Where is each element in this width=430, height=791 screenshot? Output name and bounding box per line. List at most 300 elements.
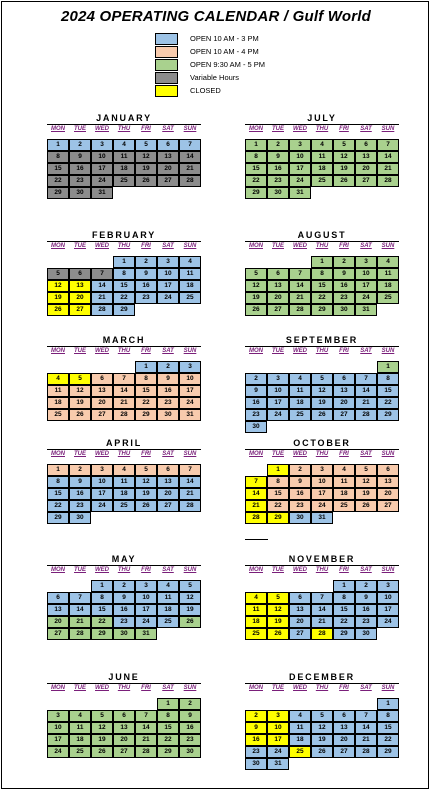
day-cell: 22 <box>311 292 333 304</box>
day-cell: 14 <box>289 280 311 292</box>
weekday-header: FRI <box>339 243 349 249</box>
day-cell: 17 <box>311 488 333 500</box>
day-cell: 7 <box>355 373 377 385</box>
month-name: FEBRUARY <box>91 230 157 240</box>
weekday-header: SUN <box>381 567 395 573</box>
day-cell: 26 <box>355 500 377 512</box>
day-cell: 6 <box>333 373 355 385</box>
day-cell: 2 <box>289 464 311 476</box>
day-cell: 10 <box>135 592 157 604</box>
day-cell: 13 <box>377 476 399 488</box>
day-cell: 10 <box>267 385 289 397</box>
month-name: MAY <box>111 554 137 564</box>
weekday-header: THU <box>117 243 131 249</box>
day-cell: 21 <box>179 163 201 175</box>
month-rule <box>245 565 399 566</box>
month-rule <box>47 346 201 347</box>
month-name: DECEMBER <box>289 672 355 682</box>
day-cell: 27 <box>267 304 289 316</box>
day-cell: 28 <box>311 628 333 640</box>
legend-swatch <box>155 33 178 45</box>
month-rule <box>47 449 201 450</box>
day-cell: 4 <box>245 592 267 604</box>
day-cell: 12 <box>69 385 91 397</box>
day-cell: 1 <box>267 464 289 476</box>
day-cell: 16 <box>157 385 179 397</box>
day-cell: 6 <box>377 464 399 476</box>
day-cell: 18 <box>113 163 135 175</box>
day-cell: 20 <box>377 488 399 500</box>
day-cell: 4 <box>69 710 91 722</box>
weekday-header: FRI <box>339 567 349 573</box>
day-cell: 21 <box>289 292 311 304</box>
day-cell: 23 <box>245 746 267 758</box>
day-cell: 3 <box>47 710 69 722</box>
day-cell: 1 <box>311 256 333 268</box>
day-cell: 17 <box>267 397 289 409</box>
weekday-header: SAT <box>162 451 174 457</box>
day-cell: 23 <box>267 175 289 187</box>
weekday-header: TUE <box>272 567 284 573</box>
day-cell: 16 <box>267 163 289 175</box>
day-cell: 24 <box>91 500 113 512</box>
day-cell: 11 <box>157 592 179 604</box>
day-cell: 18 <box>179 280 201 292</box>
day-cell: 1 <box>157 698 179 710</box>
day-cell: 19 <box>69 397 91 409</box>
day-cell: 13 <box>69 280 91 292</box>
day-cell: 17 <box>355 280 377 292</box>
weekday-header: WED <box>95 126 109 132</box>
month-rule <box>47 565 201 566</box>
day-cell: 1 <box>113 256 135 268</box>
day-cell: 14 <box>311 604 333 616</box>
day-cell: 19 <box>333 163 355 175</box>
day-cell: 2 <box>355 580 377 592</box>
day-cell: 5 <box>311 373 333 385</box>
day-cell: 23 <box>157 397 179 409</box>
day-cell: 13 <box>157 151 179 163</box>
divider <box>245 539 268 540</box>
day-cell: 18 <box>311 163 333 175</box>
day-cell: 5 <box>135 464 157 476</box>
day-cell: 25 <box>377 292 399 304</box>
day-cell: 10 <box>47 722 69 734</box>
day-cell: 24 <box>289 175 311 187</box>
day-cell: 29 <box>157 746 179 758</box>
month-november <box>245 554 399 654</box>
day-cell: 3 <box>91 464 113 476</box>
weekday-header: TUE <box>272 451 284 457</box>
weekday-header: WED <box>95 451 109 457</box>
day-cell: 22 <box>157 734 179 746</box>
day-cell: 2 <box>113 580 135 592</box>
weekday-header: FRI <box>141 451 151 457</box>
day-cell: 7 <box>91 268 113 280</box>
day-cell: 16 <box>113 604 135 616</box>
day-cell: 26 <box>333 175 355 187</box>
day-cell: 3 <box>267 373 289 385</box>
weekday-header: SUN <box>381 451 395 457</box>
day-cell: 21 <box>69 616 91 628</box>
day-cell: 13 <box>355 151 377 163</box>
day-cell: 25 <box>289 409 311 421</box>
day-cell: 3 <box>311 464 333 476</box>
day-cell: 27 <box>47 628 69 640</box>
day-cell: 1 <box>333 580 355 592</box>
weekday-header: THU <box>315 567 329 573</box>
day-cell: 14 <box>355 385 377 397</box>
day-cell: 13 <box>333 722 355 734</box>
day-cell: 15 <box>47 488 69 500</box>
month-april <box>47 438 201 538</box>
day-cell: 23 <box>113 616 135 628</box>
day-cell: 23 <box>69 500 91 512</box>
day-cell: 27 <box>333 409 355 421</box>
day-cell: 8 <box>267 476 289 488</box>
day-cell: 14 <box>355 722 377 734</box>
day-cell: 19 <box>355 488 377 500</box>
day-cell: 21 <box>113 397 135 409</box>
legend-label: OPEN 10 AM - 4 PM <box>190 47 259 56</box>
day-cell: 24 <box>91 175 113 187</box>
day-cell: 12 <box>311 722 333 734</box>
day-cell: 11 <box>377 268 399 280</box>
month-september <box>245 335 399 435</box>
day-cell: 25 <box>157 616 179 628</box>
day-cell: 6 <box>157 139 179 151</box>
weekday-header: THU <box>117 685 131 691</box>
day-cell: 15 <box>333 604 355 616</box>
weekday-header: SAT <box>360 685 372 691</box>
day-cell: 13 <box>113 722 135 734</box>
day-cell: 5 <box>179 580 201 592</box>
day-cell: 11 <box>289 385 311 397</box>
day-cell: 7 <box>311 592 333 604</box>
day-cell: 22 <box>267 500 289 512</box>
day-cell: 4 <box>289 373 311 385</box>
day-cell: 11 <box>113 151 135 163</box>
day-cell: 29 <box>91 628 113 640</box>
page-title: 2024 OPERATING CALENDAR / Gulf World <box>60 8 371 25</box>
legend-swatch <box>155 46 178 58</box>
month-rule <box>245 449 399 450</box>
day-cell: 18 <box>157 604 179 616</box>
month-name: AUGUST <box>297 230 347 240</box>
day-cell: 26 <box>135 175 157 187</box>
day-cell: 25 <box>69 746 91 758</box>
day-cell: 17 <box>135 604 157 616</box>
month-name: NOVEMBER <box>288 554 356 564</box>
day-cell: 30 <box>113 628 135 640</box>
weekday-header: SUN <box>183 348 197 354</box>
day-cell: 11 <box>289 722 311 734</box>
day-cell: 11 <box>179 268 201 280</box>
day-cell: 28 <box>289 304 311 316</box>
day-cell: 6 <box>333 710 355 722</box>
weekday-header: THU <box>117 451 131 457</box>
day-cell: 16 <box>69 163 91 175</box>
day-cell: 8 <box>333 592 355 604</box>
day-cell: 9 <box>267 151 289 163</box>
day-cell: 12 <box>135 151 157 163</box>
day-cell: 9 <box>333 268 355 280</box>
weekday-header: THU <box>315 451 329 457</box>
weekday-header: THU <box>117 126 131 132</box>
day-cell: 10 <box>377 592 399 604</box>
day-cell: 15 <box>377 722 399 734</box>
day-cell: 9 <box>113 592 135 604</box>
day-cell: 24 <box>157 292 179 304</box>
weekday-header: MON <box>51 685 65 691</box>
day-cell: 30 <box>245 421 267 433</box>
weekday-header: SUN <box>183 243 197 249</box>
day-cell: 1 <box>135 361 157 373</box>
day-cell: 29 <box>267 512 289 524</box>
legend-swatch <box>155 72 178 84</box>
day-cell: 16 <box>179 722 201 734</box>
weekday-header: TUE <box>272 243 284 249</box>
day-cell: 24 <box>179 397 201 409</box>
day-cell: 5 <box>47 268 69 280</box>
day-cell: 20 <box>355 163 377 175</box>
month-name: OCTOBER <box>293 438 351 448</box>
day-cell: 31 <box>135 628 157 640</box>
month-name: JUNE <box>108 672 140 682</box>
day-cell: 12 <box>47 280 69 292</box>
day-cell: 28 <box>355 746 377 758</box>
day-cell: 9 <box>355 592 377 604</box>
month-name: JULY <box>307 113 337 123</box>
weekday-header: MON <box>249 126 263 132</box>
day-cell: 30 <box>69 512 91 524</box>
day-cell: 27 <box>355 175 377 187</box>
day-cell: 30 <box>69 187 91 199</box>
day-cell: 2 <box>69 139 91 151</box>
day-cell: 15 <box>47 163 69 175</box>
day-cell: 15 <box>157 722 179 734</box>
day-cell: 4 <box>289 710 311 722</box>
day-cell: 5 <box>69 373 91 385</box>
day-cell: 29 <box>135 409 157 421</box>
day-cell: 20 <box>157 488 179 500</box>
day-cell: 8 <box>47 476 69 488</box>
weekday-header: FRI <box>141 126 151 132</box>
month-rule <box>245 124 399 125</box>
day-cell: 30 <box>267 187 289 199</box>
weekday-header: MON <box>249 348 263 354</box>
day-cell: 28 <box>113 409 135 421</box>
month-name: JANUARY <box>96 113 152 123</box>
day-cell: 12 <box>267 604 289 616</box>
day-cell: 27 <box>69 304 91 316</box>
day-cell: 16 <box>355 604 377 616</box>
day-cell: 10 <box>311 476 333 488</box>
month-rule <box>47 683 201 684</box>
calendar-page <box>1 1 429 789</box>
day-cell: 16 <box>333 280 355 292</box>
weekday-header: SAT <box>162 567 174 573</box>
day-cell: 24 <box>311 500 333 512</box>
day-cell: 17 <box>91 163 113 175</box>
weekday-header: FRI <box>141 243 151 249</box>
weekday-header: SAT <box>162 243 174 249</box>
day-cell: 8 <box>377 373 399 385</box>
day-cell: 1 <box>91 580 113 592</box>
day-cell: 8 <box>91 592 113 604</box>
day-cell: 3 <box>355 256 377 268</box>
day-cell: 24 <box>267 409 289 421</box>
day-cell: 20 <box>47 616 69 628</box>
day-cell: 11 <box>311 151 333 163</box>
day-cell: 22 <box>47 175 69 187</box>
weekday-header: FRI <box>141 348 151 354</box>
month-march <box>47 335 201 435</box>
day-cell: 11 <box>245 604 267 616</box>
day-cell: 25 <box>47 409 69 421</box>
day-cell: 23 <box>333 292 355 304</box>
day-cell: 1 <box>47 464 69 476</box>
month-name: APRIL <box>106 438 142 448</box>
weekday-header: THU <box>315 243 329 249</box>
month-name: SEPTEMBER <box>285 335 359 345</box>
day-cell: 27 <box>377 500 399 512</box>
weekday-header: FRI <box>339 126 349 132</box>
weekday-header: WED <box>293 243 307 249</box>
day-cell: 17 <box>377 604 399 616</box>
weekday-header: MON <box>51 243 65 249</box>
weekday-header: TUE <box>74 567 86 573</box>
day-cell: 17 <box>289 163 311 175</box>
day-cell: 5 <box>245 268 267 280</box>
day-cell: 7 <box>135 710 157 722</box>
day-cell: 8 <box>157 710 179 722</box>
weekday-header: MON <box>51 567 65 573</box>
day-cell: 6 <box>267 268 289 280</box>
weekday-header: THU <box>117 567 131 573</box>
day-cell: 18 <box>47 397 69 409</box>
weekday-header: FRI <box>339 685 349 691</box>
day-cell: 3 <box>289 139 311 151</box>
day-cell: 24 <box>377 616 399 628</box>
day-cell: 12 <box>245 280 267 292</box>
weekday-header: MON <box>51 451 65 457</box>
day-cell: 31 <box>91 187 113 199</box>
day-cell: 18 <box>289 397 311 409</box>
day-cell: 15 <box>267 488 289 500</box>
day-cell: 5 <box>355 464 377 476</box>
day-cell: 1 <box>377 361 399 373</box>
day-cell: 18 <box>289 734 311 746</box>
weekday-header: SAT <box>360 243 372 249</box>
day-cell: 26 <box>311 409 333 421</box>
day-cell: 8 <box>47 151 69 163</box>
day-cell: 25 <box>245 628 267 640</box>
day-cell: 2 <box>157 361 179 373</box>
day-cell: 13 <box>267 280 289 292</box>
day-cell: 6 <box>69 268 91 280</box>
day-cell: 2 <box>267 139 289 151</box>
day-cell: 21 <box>245 500 267 512</box>
day-cell: 23 <box>289 500 311 512</box>
weekday-header: MON <box>249 243 263 249</box>
day-cell: 15 <box>377 385 399 397</box>
day-cell: 23 <box>355 616 377 628</box>
day-cell: 22 <box>47 500 69 512</box>
day-cell: 6 <box>91 373 113 385</box>
day-cell: 11 <box>69 722 91 734</box>
day-cell: 1 <box>47 139 69 151</box>
day-cell: 7 <box>377 139 399 151</box>
day-cell: 17 <box>47 734 69 746</box>
day-cell: 2 <box>135 256 157 268</box>
weekday-header: THU <box>315 348 329 354</box>
day-cell: 2 <box>245 710 267 722</box>
day-cell: 11 <box>113 476 135 488</box>
day-cell: 3 <box>179 361 201 373</box>
day-cell: 8 <box>135 373 157 385</box>
day-cell: 14 <box>113 385 135 397</box>
day-cell: 29 <box>47 187 69 199</box>
weekday-header: SUN <box>381 685 395 691</box>
weekday-header: TUE <box>272 685 284 691</box>
day-cell: 22 <box>91 616 113 628</box>
day-cell: 7 <box>179 464 201 476</box>
day-cell: 22 <box>377 397 399 409</box>
weekday-header: WED <box>95 685 109 691</box>
day-cell: 20 <box>91 397 113 409</box>
day-cell: 3 <box>267 710 289 722</box>
day-cell: 7 <box>69 592 91 604</box>
day-cell: 7 <box>113 373 135 385</box>
day-cell: 18 <box>377 280 399 292</box>
weekday-header: SUN <box>183 126 197 132</box>
weekday-header: TUE <box>74 348 86 354</box>
month-rule <box>245 683 399 684</box>
day-cell: 27 <box>113 746 135 758</box>
day-cell: 4 <box>47 373 69 385</box>
day-cell: 14 <box>377 151 399 163</box>
day-cell: 14 <box>179 151 201 163</box>
day-cell: 19 <box>267 616 289 628</box>
day-cell: 5 <box>135 139 157 151</box>
day-cell: 14 <box>245 488 267 500</box>
month-august <box>245 230 399 330</box>
day-cell: 21 <box>179 488 201 500</box>
weekday-header: SUN <box>381 126 395 132</box>
day-cell: 3 <box>157 256 179 268</box>
day-cell: 4 <box>377 256 399 268</box>
day-cell: 15 <box>135 385 157 397</box>
day-cell: 10 <box>289 151 311 163</box>
day-cell: 4 <box>179 256 201 268</box>
day-cell: 23 <box>69 175 91 187</box>
day-cell: 14 <box>69 604 91 616</box>
day-cell: 20 <box>267 292 289 304</box>
day-cell: 19 <box>135 163 157 175</box>
legend-label: Variable Hours <box>190 73 240 82</box>
day-cell: 30 <box>157 409 179 421</box>
day-cell: 14 <box>179 476 201 488</box>
day-cell: 24 <box>135 616 157 628</box>
day-cell: 26 <box>47 304 69 316</box>
day-cell: 31 <box>267 758 289 770</box>
day-cell: 3 <box>377 580 399 592</box>
day-cell: 29 <box>311 304 333 316</box>
weekday-header: THU <box>117 348 131 354</box>
day-cell: 26 <box>311 746 333 758</box>
day-cell: 9 <box>245 722 267 734</box>
